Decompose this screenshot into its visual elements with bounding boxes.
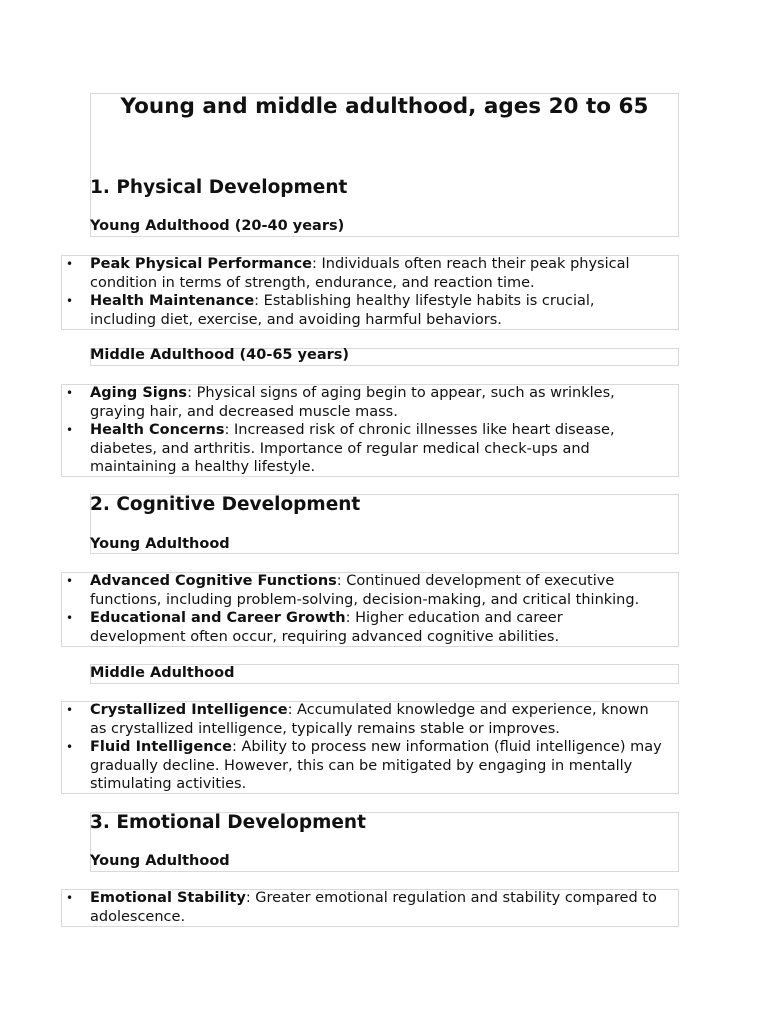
list-item <box>62 889 662 926</box>
item-term: Advanced Cognitive Functions <box>90 573 337 589</box>
item-term: Crystallized Intelligence <box>90 702 288 718</box>
item-text: : Individuals often reach their peak physical condition in terms of strength, endurance, and reaction time. <box>90 256 630 291</box>
list-item <box>62 738 662 794</box>
subheading-emotional-young: Young Adulthood <box>90 853 230 869</box>
item-text: : Establishing healthy lifestyle habits is crucial, including diet, exercise, and avoiding harmful behaviors. <box>90 293 595 328</box>
emotional-young-list <box>62 889 662 926</box>
subheading-cognitive-young: Young Adulthood <box>90 536 230 552</box>
section-heading-emotional: 3. Emotional Development <box>90 812 366 833</box>
item-term: Peak Physical Performance <box>90 256 313 272</box>
item-text: : Accumulated knowledge and experience, known as crystallized intelligence, typically remains stable or improves. <box>90 702 649 737</box>
list-item <box>62 292 662 329</box>
list-item <box>62 384 662 421</box>
cognitive-young-list <box>62 572 662 646</box>
item-text: : Greater emotional regulation and stability compared to adolescence. <box>90 890 657 925</box>
list-item <box>62 609 662 646</box>
item-text: : Ability to process new information (fluid intelligence) may gradually decline. However, this can be mitigated by engaging in mentally stimulating activities. <box>90 739 662 792</box>
section-heading-cognitive: 2. Cognitive Development <box>90 494 361 515</box>
item-term: Health Maintenance <box>90 293 255 309</box>
item-text: : Increased risk of chronic illnesses like heart disease, diabetes, and arthritis. Importance of regular medical check-ups and maintaining a healthy lifestyle. <box>90 422 615 475</box>
cognitive-middle-list <box>62 701 662 794</box>
item-term: Aging Signs <box>90 385 188 401</box>
page-title: Young and middle adulthood, ages 20 to 65 <box>120 94 649 119</box>
list-item <box>62 701 662 738</box>
subheading-cognitive-middle: Middle Adulthood <box>90 665 235 681</box>
list-item <box>62 255 662 292</box>
physical-young-list <box>62 255 662 329</box>
section-heading-physical: 1. Physical Development <box>90 177 348 198</box>
subheading-physical-young: Young Adulthood (20-40 years) <box>90 218 345 234</box>
item-text: : Continued development of executive functions, including problem-solving, decision-making, and critical thinking. <box>90 573 640 608</box>
item-term: Health Concerns <box>90 422 225 438</box>
item-term: Emotional Stability <box>90 890 246 906</box>
list-item <box>62 421 662 477</box>
item-text: : Higher education and career development often occur, requiring advanced cognitive abilities. <box>90 610 563 645</box>
item-text: : Physical signs of aging begin to appear, such as wrinkles, graying hair, and decreased muscle mass. <box>90 385 615 420</box>
physical-middle-list <box>62 384 662 477</box>
list-item <box>62 572 662 609</box>
subheading-physical-middle: Middle Adulthood (40-65 years) <box>90 347 350 363</box>
item-term: Educational and Career Growth <box>90 610 346 626</box>
item-term: Fluid Intelligence <box>90 739 232 755</box>
